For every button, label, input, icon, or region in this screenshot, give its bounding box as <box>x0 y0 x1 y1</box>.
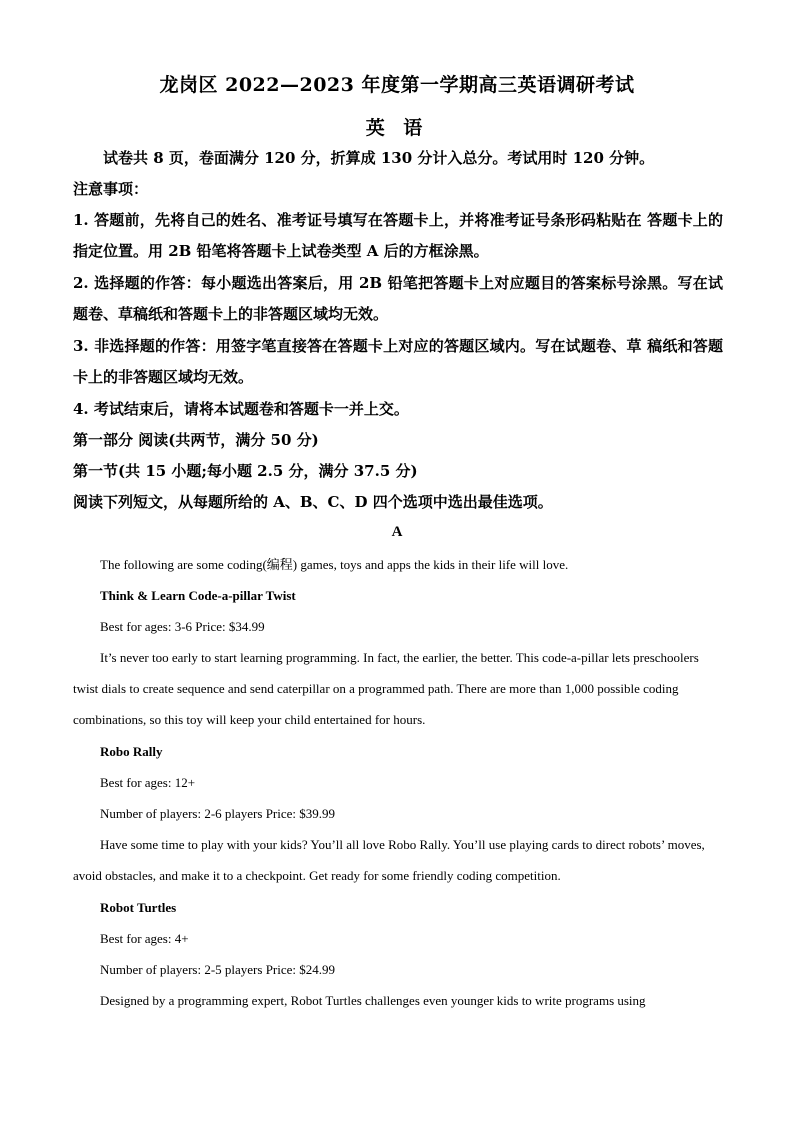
item-ages: Best for ages: 3-6 Price: $34.99 <box>100 619 265 634</box>
notice-item-1: 1. 答题前，先将自己的姓名、准考证号填写在答题卡上，并将准考证号条形码粘贴在 答题卡上的指定位置。用 2B 铅笔将答题卡上试卷类型 A 后的方框涂黑。 <box>73 211 723 260</box>
subject-title: 英 语 <box>365 117 429 139</box>
section1-heading: 第一节(共 15 小题;每小题 2.5 分，满分 37.5 分) <box>73 462 418 480</box>
notice-item-2: 2. 选择题的作答：每小题选出答案后，用 2B 铅笔把答题卡上对应题目的答案标号涂黑。写在试题卷、草稿纸和答题卡上的非答题区域均无效。 <box>73 274 723 323</box>
reading-instruction: 阅读下列短文，从每题所给的 A、B、C、D 四个选项中选出最佳选项。 <box>73 493 553 511</box>
passage-intro: The following are some coding(编程) games, toys and apps the kids in their life will love. <box>100 557 569 572</box>
notice-item-3: 3. 非选择题的作答：用签字笔直接答在答题卡上对应的答题区域内。写在试题卷、草 稿纸和答题卡上的非答题区域均无效。 <box>73 337 723 386</box>
item-description: It’s never too early to start learning programming. In fact, the earlier, the better. This code-a-pillar lets preschoolers twist dials to create sequence and send caterpillar on a programmed path. There are more than 1,000 possible coding combinations, so this toy will keep your child entertained for hours. <box>73 650 699 727</box>
item-title: Robot Turtles <box>100 900 177 915</box>
passage-label: A <box>391 524 403 540</box>
part1-heading: 第一部分 阅读(共两节，满分 50 分) <box>73 431 319 449</box>
item-players: Number of players: 2-6 players Price: $39.99 <box>100 806 336 821</box>
notice-item-4: 4. 考试结束后，请将本试题卷和答题卡一并上交。 <box>73 400 409 418</box>
exam-info: 试卷共 8 页，卷面满分 120 分，折算成 130 分计入总分。考试用时 120 分钟。 <box>103 149 655 167</box>
item-players: Number of players: 2-5 players Price: $24.99 <box>100 962 336 977</box>
item-title: Think & Learn Code-a-pillar Twist <box>100 588 296 603</box>
item-description: Designed by a programming expert, Robot Turtles challenges even younger kids to write programs using <box>100 993 646 1008</box>
item-ages: Best for ages: 12+ <box>100 775 196 790</box>
item-ages: Best for ages: 4+ <box>100 931 189 946</box>
exam-title: 龙岗区 2022—2023 年度第一学期高三英语调研考试 <box>159 74 635 96</box>
item-title: Robo Rally <box>100 744 163 759</box>
notice-heading: 注意事项： <box>73 180 149 198</box>
item-description: Have some time to play with your kids? You’ll all love Robo Rally. You’ll use playing cards to direct robots’ moves, avoid obstacles, and make it to a checkpoint. Get ready for some friendly coding competition. <box>73 837 705 883</box>
